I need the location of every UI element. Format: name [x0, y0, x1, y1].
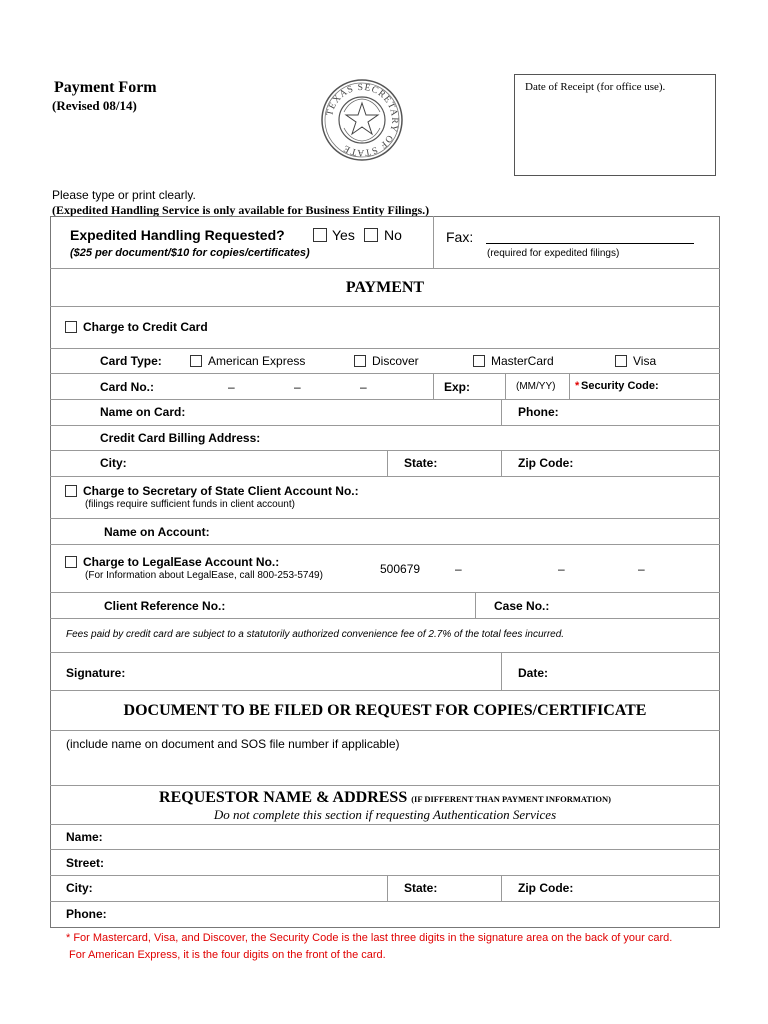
expedited-no-label: No — [384, 227, 402, 243]
divider — [50, 901, 720, 902]
divider — [433, 373, 434, 399]
requestor-state-label: State: — [404, 881, 438, 895]
divider — [50, 518, 720, 519]
security-code-label: Security Code: — [581, 380, 659, 392]
phone-label: Phone: — [518, 405, 559, 419]
divider — [50, 824, 720, 825]
divider — [501, 450, 502, 476]
requestor-subheading: Do not complete this section if requesting Authentication Services — [213, 807, 557, 822]
security-asterisk: * — [575, 380, 580, 392]
divider — [50, 618, 720, 619]
document-note: (include name on document and SOS file number if applicable) — [66, 737, 400, 751]
mastercard-checkbox[interactable] — [473, 355, 485, 367]
signature-label: Signature: — [66, 666, 126, 680]
requestor-phone-label: Phone: — [66, 907, 107, 921]
exp-label: Exp: — [444, 380, 471, 394]
divider — [50, 450, 720, 451]
divider — [501, 652, 502, 690]
divider — [50, 306, 720, 307]
legalease-separator: – — [638, 562, 645, 576]
form-title: Payment Form — [54, 79, 157, 96]
requestor-heading-row — [50, 789, 720, 807]
revision-date: (Revised 08/14) — [52, 98, 137, 113]
amex-footnote: For American Express, it is the four digits on the front of the card. — [69, 949, 386, 961]
city-label: City: — [100, 456, 127, 470]
credit-card-checkbox[interactable] — [65, 321, 77, 333]
requestor-street-label: Street: — [66, 856, 105, 870]
card-number-separator: – — [294, 380, 301, 394]
divider — [50, 592, 720, 593]
legalease-prefix: 500679 — [380, 562, 421, 576]
security-code-footnote: * For Mastercard, Visa, and Discover, the Security Code is the last three digits in the signature area on the back of your card. — [66, 932, 673, 944]
name-on-account-label: Name on Account: — [104, 525, 210, 539]
discover-checkbox[interactable] — [354, 355, 366, 367]
sos-account-note: (filings require sufficient funds in client account) — [85, 499, 295, 510]
legalease-separator: – — [558, 562, 565, 576]
visa-checkbox[interactable] — [615, 355, 627, 367]
card-number-separator: – — [360, 380, 367, 394]
divider — [433, 216, 434, 268]
receipt-label: Date of Receipt (for office use). — [525, 81, 666, 93]
state-label: State: — [404, 456, 438, 470]
visa-label: Visa — [633, 354, 657, 368]
zip-label: Zip Code: — [518, 456, 574, 470]
amex-checkbox[interactable] — [190, 355, 202, 367]
seal-text: TEXAS SECRETARY OF STATE — [325, 82, 400, 158]
divider — [501, 875, 502, 901]
credit-card-label: Charge to Credit Card — [83, 320, 208, 334]
legalease-checkbox[interactable] — [65, 556, 77, 568]
expedited-no-checkbox[interactable] — [364, 228, 378, 242]
expedited-yes-checkbox[interactable] — [313, 228, 327, 242]
divider — [50, 730, 720, 731]
fax-label: Fax: — [446, 229, 474, 245]
mastercard-label: MasterCard — [491, 354, 554, 368]
divider — [50, 849, 720, 850]
divider — [50, 652, 720, 653]
client-reference-label: Client Reference No.: — [104, 599, 226, 613]
requestor-heading: REQUESTOR NAME & ADDRESS — [159, 789, 408, 806]
billing-address-label: Credit Card Billing Address: — [100, 431, 261, 445]
divider — [50, 476, 720, 477]
divider — [50, 785, 720, 786]
expedited-notice: (Expedited Handling Service is only available for Business Entity Filings.) — [52, 203, 430, 217]
legalease-separator: – — [455, 562, 462, 576]
instruction-text: Please type or print clearly. — [52, 188, 196, 202]
exp-format: (MM/YY) — [516, 381, 556, 392]
divider — [50, 544, 720, 545]
divider — [50, 690, 720, 691]
name-on-card-label: Name on Card: — [100, 405, 186, 419]
requestor-city-label: City: — [66, 881, 93, 895]
divider — [501, 399, 502, 425]
divider — [50, 373, 720, 374]
fax-note: (required for expedited filings) — [487, 248, 620, 259]
divider — [50, 425, 720, 426]
date-label: Date: — [518, 666, 549, 680]
card-type-label: Card Type: — [100, 354, 162, 368]
divider — [475, 592, 476, 618]
amex-label: American Express — [208, 354, 306, 368]
card-number-label: Card No.: — [100, 380, 154, 394]
divider — [50, 875, 720, 876]
divider — [387, 450, 388, 476]
document-heading: DOCUMENT TO BE FILED OR REQUEST FOR COPIES/CERTIFICATE — [123, 702, 647, 719]
sos-account-label: Charge to Secretary of State Client Account No.: — [83, 484, 359, 498]
requestor-heading-note: (IF DIFFERENT THAN PAYMENT INFORMATION) — [411, 794, 611, 804]
payment-heading: PAYMENT — [345, 279, 425, 296]
legalease-note: (For Information about LegalEase, call 800-253-5749) — [85, 570, 323, 581]
expedited-fee-note: ($25 per document/$10 for copies/certificates) — [70, 247, 310, 259]
texas-seal-icon — [320, 78, 404, 162]
convenience-fee-note: Fees paid by credit card are subject to a statutorily authorized convenience fee of 2.7% of the total fees incurred. — [66, 629, 565, 640]
divider — [50, 348, 720, 349]
legalease-label: Charge to LegalEase Account No.: — [83, 555, 280, 569]
case-number-label: Case No.: — [494, 599, 550, 613]
requestor-zip-label: Zip Code: — [518, 881, 574, 895]
discover-label: Discover — [372, 354, 419, 368]
expedited-yes-label: Yes — [332, 227, 355, 243]
divider — [50, 268, 720, 269]
expedited-question: Expedited Handling Requested? — [70, 227, 285, 243]
divider — [569, 373, 570, 399]
divider — [387, 875, 388, 901]
card-number-separator: – — [228, 380, 235, 394]
divider — [50, 399, 720, 400]
requestor-name-label: Name: — [66, 830, 103, 844]
sos-account-checkbox[interactable] — [65, 485, 77, 497]
divider — [505, 373, 506, 399]
fax-input[interactable] — [486, 243, 694, 244]
